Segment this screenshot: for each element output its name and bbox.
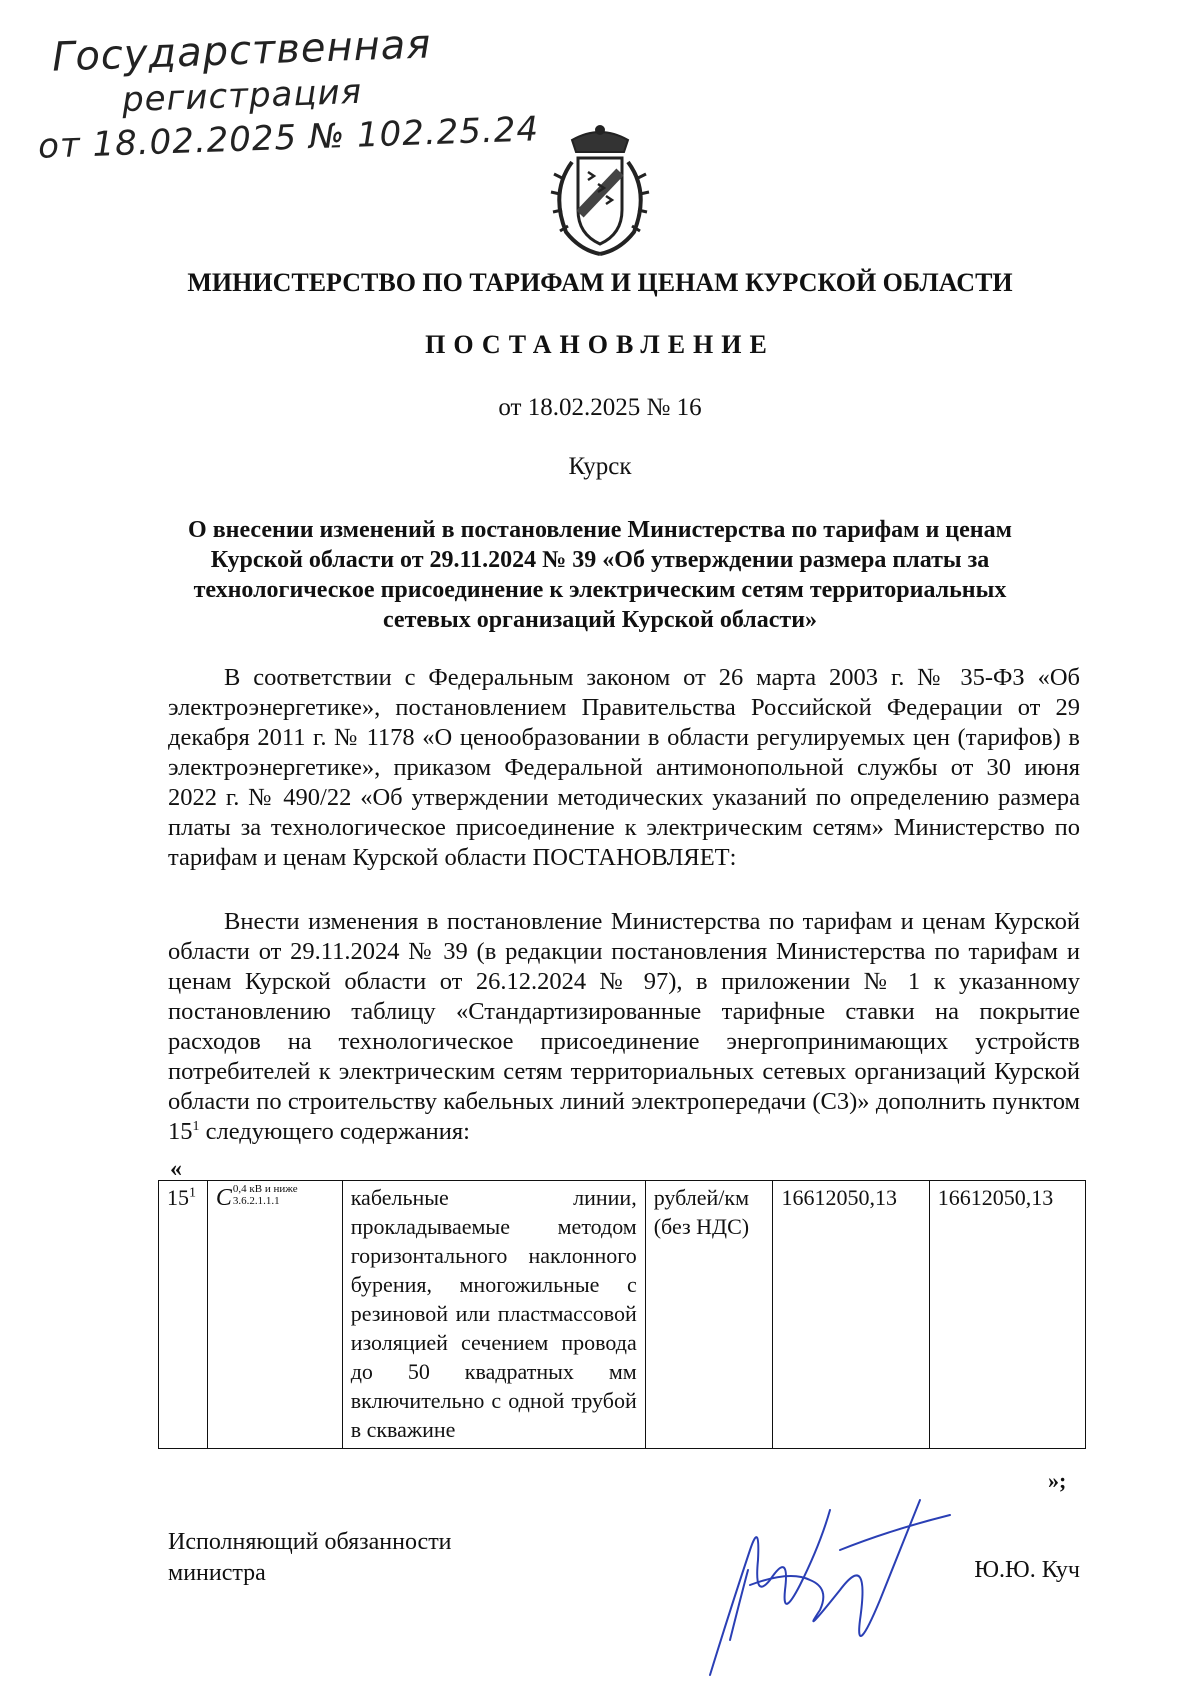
registration-note-line3: от 18.02.2025 № 102.25.24 [37,109,540,167]
document-city: Курск [568,453,632,480]
kursk-coat-of-arms-icon [532,122,668,262]
document-type: ПОСТАНОВЛЕНИЕ [425,330,775,359]
body-paragraph-2 [168,907,1080,1147]
table-cell-description: кабельные линии, прокладываемые методом горизонтального наклонного бурения, многожильные с резиновой или пластмассовой изоляцией сечением провода до 50 квадратных мм включительно с одной трубой в скважине [342,1181,645,1449]
table-cell-code [207,1181,342,1449]
document-date-number: от 18.02.2025 № 16 [498,394,702,421]
table-cell-value-1: 16612050,13 [773,1181,929,1449]
registration-note-line1: Государственная [51,21,433,81]
code-indices [233,1183,298,1207]
table-cell-value-2: 16612050,13 [929,1181,1085,1449]
tariff-table [158,1180,1086,1449]
signer-name: Ю.Ю. Куч [974,1557,1080,1583]
handwritten-signature [690,1490,960,1685]
table-open-quote: « [170,1156,182,1182]
body-paragraph-2-sup: 1 [192,1118,200,1134]
ministry-name: МИНИСТЕРСТВО ПО ТАРИФАМ И ЦЕНАМ КУРСКОЙ ОБЛАСТИ [187,268,1013,297]
table-cell-unit: рублей/км (без НДС) [645,1181,773,1449]
signer-position-line1: Исполняющий обязанности [168,1529,452,1555]
document-subject: О внесении изменений в постановление Министерства по тарифам и ценам Курской области от 29.11.2024 № 39 «Об утверждении размера платы за технологическое присоединение к электрическим сетям территориальных сетевых организаций Курской области» [188,517,1012,633]
code-superscript: 0,4 кВ и ниже [232,1183,298,1195]
signer-position-line2: министра [168,1560,266,1586]
table-close-quote: »; [1048,1468,1067,1493]
code-symbol: C [215,1185,232,1211]
registration-note-line2: регистрация [121,71,363,121]
code-subscript: 3.6.2.1.1.1 [232,1195,280,1207]
row-number: 15 [167,1185,189,1210]
body-paragraph-2-tail: следующего содержания: [199,1118,470,1145]
body-paragraph-2-main: Внести изменения в постановление Министерства по тарифам и ценам Курской области от 29.11.2024 № 39 (в редакции постановления Министерства по тарифам и ценам Курской области от 26.12.2024 № 97), в приложении № 1 к указанному постановлению таблицу «Стандартизированные тарифные ставки на покрытие расходов на технологическое присоединение энергопринимающих устройств потребителей к электрическим сетям территориальных сетевых организаций Курской области по строительству кабельных линий электропередачи (С3)» дополнить пунктом 15 [168,908,1080,1145]
table-cell-number [159,1181,208,1449]
signer-position [168,1527,452,1589]
body-paragraph-1: В соответствии с Федеральным законом от 26 марта 2003 г. № 35-ФЗ «Об электроэнергетике», постановлением Правительства Российской Федерации от 29 декабря 2011 г. № 1178 «О ценообразовании в области регулируемых цен (тарифов) в электроэнергетике», приказом Федеральной антимонопольной службы от 30 июня 2022 г. № 490/22 «Об утверждении методических указаний по определению размера платы за технологическое присоединение к электрическим сетям» Министерство по тарифам и ценам Курской области ПОСТАНОВЛЯЕТ: [168,664,1080,871]
table-row [159,1181,1086,1449]
row-number-sup: 1 [189,1185,196,1201]
